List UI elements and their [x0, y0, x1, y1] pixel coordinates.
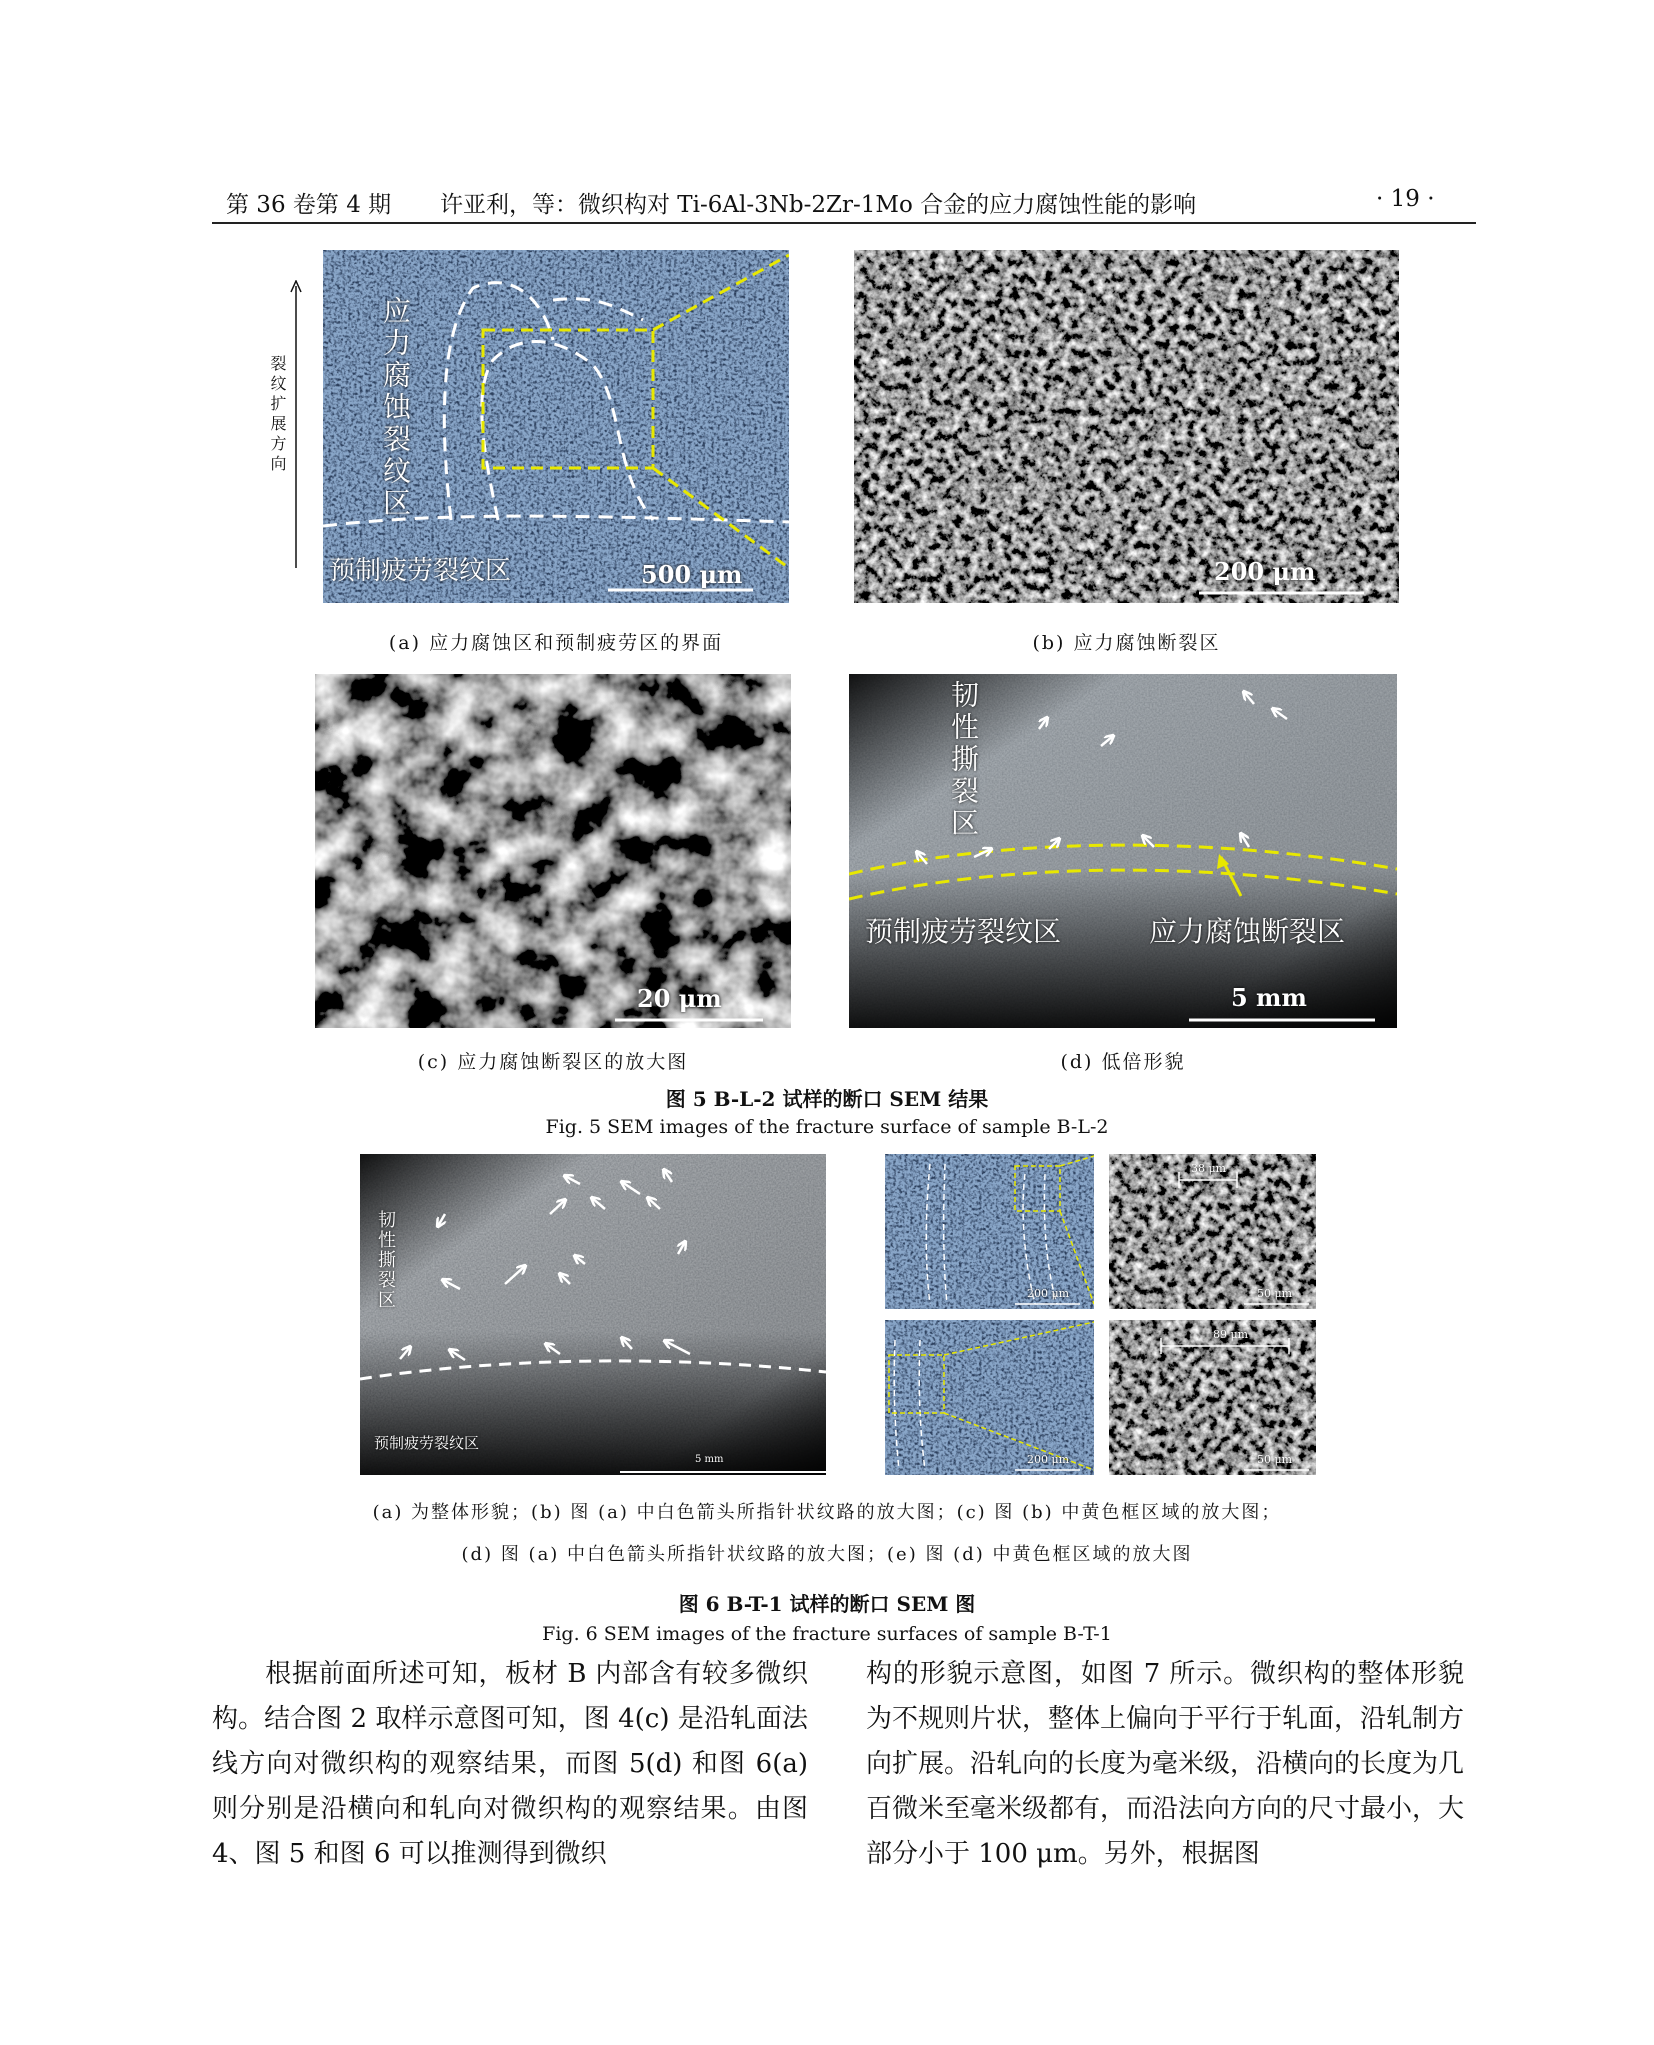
fig6-caption-cn: 图 6 B-T-1 试样的断口 SEM 图 [678, 1592, 976, 1616]
fig5b-sem-image [854, 250, 1399, 603]
fig5d-left-label: 预制疲劳裂纹区 [865, 915, 1062, 948]
fig5c-sem-image [315, 674, 791, 1028]
fig6-note-line-2: (d) 图 (a) 中白色箭头所指针状纹路的放大图；(e) 图 (d) 中黄色框区域的放大图 [461, 1544, 1193, 1565]
fig6b-sem-image [885, 1154, 1094, 1309]
fig6d-scale-bar: 200 μm [1027, 1453, 1070, 1466]
fig6a-sem-image [360, 1154, 826, 1475]
fig5-crack-direction-arrow [290, 280, 302, 570]
header-title: 许亚利，等：微织构对 Ti-6Al-3Nb-2Zr-1Mo 合金的应力腐蚀性能的影响 [440, 192, 1197, 218]
fig6e-sem-image [1109, 1320, 1316, 1475]
fig5a-bottom-label: 预制疲劳裂纹区 [329, 556, 512, 586]
body-left-column [212, 1652, 808, 1877]
fig6b-scale-bar: 200 μm [1027, 1287, 1070, 1300]
fig5-caption-en: Fig. 5 SEM images of the fracture surface of sample B-L-2 [545, 1116, 1109, 1138]
fig6e-measure-label: 89 μm [1213, 1328, 1249, 1341]
body-left-paragraph: 根据前面所述可知，板材 B 内部含有较多微织构。结合图 2 取样示意图可知，图 4(c) 是沿轧面法线方向对微织构的观察结果，而图 5(d) 和图 6(a) 则分别是沿横向和轧向对微织构的观察结果。由图 4、图 5 和图 6 可以推测得到微织 [212, 1659, 808, 1869]
fig6-note-line-1: (a) 为整体形貌；(b) 图 (a) 中白色箭头所指针状纹路的放大图；(c) 图 (b) 中黄色框区域的放大图； [372, 1502, 1282, 1523]
fig6d-sem-image [885, 1320, 1094, 1475]
fig6c-measure-label: 38 μm [1191, 1162, 1227, 1175]
fig6a-zone-label: 韧性撕裂区 [375, 1210, 396, 1310]
fig5a-zone-label: 应力腐蚀裂纹区 [379, 296, 412, 520]
fig6c-scale-bar: 50 μm [1257, 1287, 1293, 1300]
fig5c-caption: (c) 应力腐蚀断裂区的放大图 [417, 1051, 689, 1073]
fig5b-caption: (b) 应力腐蚀断裂区 [1032, 632, 1221, 654]
fig5a-caption: (a) 应力腐蚀区和预制疲劳区的界面 [388, 632, 724, 654]
fig6a-bottom-label: 预制疲劳裂纹区 [374, 1434, 480, 1452]
header-rule [212, 222, 1476, 224]
fig5a-sem-image [323, 250, 789, 603]
fig5d-caption: (d) 低倍形貌 [1060, 1051, 1186, 1073]
header-page-number: · 19 · [1376, 186, 1435, 212]
fig6c-sem-image [1109, 1154, 1316, 1309]
header-volume: 第 36 卷第 4 期 [226, 192, 392, 218]
fig6a-scale-bar: 5 mm [695, 1454, 724, 1465]
fig5b-scale-bar: 200 μm [1214, 557, 1316, 586]
fig5c-scale-bar: 20 μm [637, 984, 722, 1013]
fig5d-sem-image [849, 674, 1397, 1028]
fig5d-scale-bar: 5 mm [1231, 983, 1307, 1012]
fig5-crack-direction-label: 裂纹扩展方向 [268, 355, 287, 475]
fig5a-scale-bar: 500 μm [641, 560, 743, 589]
body-right-column [866, 1652, 1464, 1877]
fig6-caption-en: Fig. 6 SEM images of the fracture surfaces of sample B-T-1 [542, 1623, 1112, 1645]
body-right-paragraph: 构的形貌示意图，如图 7 所示。微织构的整体形貌为不规则片状，整体上偏向于平行于轧面，沿轧制方向扩展。沿轧向的长度为毫米级，沿横向的长度为几百微米至毫米级都有，而沿法向方向的尺寸最小，大部分小于 100 μm。另外，根据图 [866, 1659, 1465, 1869]
fig6e-scale-bar: 50 μm [1257, 1453, 1293, 1466]
fig5-caption-cn: 图 5 B-L-2 试样的断口 SEM 结果 [665, 1087, 989, 1111]
fig5d-zone-label: 韧性撕裂区 [947, 680, 980, 840]
fig5d-right-label: 应力腐蚀断裂区 [1149, 915, 1346, 948]
